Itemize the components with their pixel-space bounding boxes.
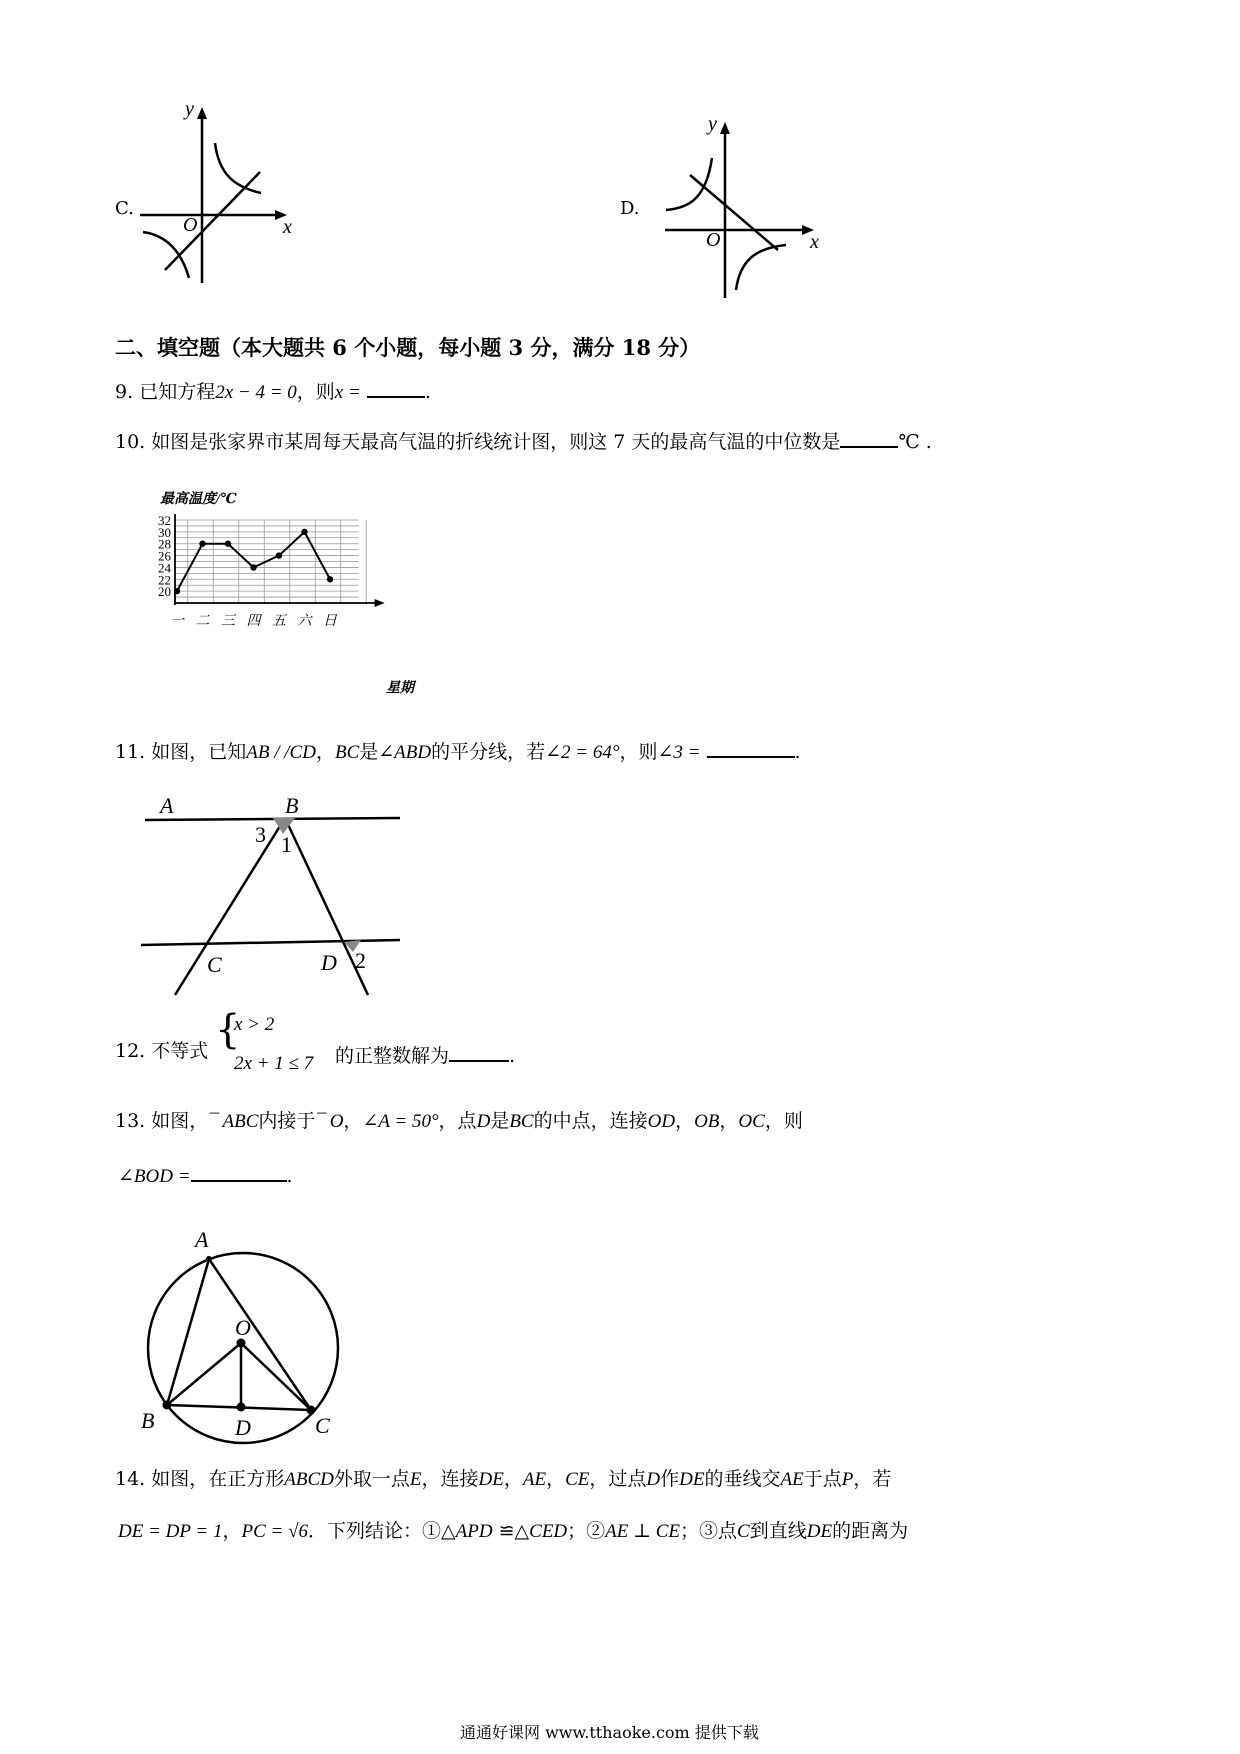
q14-line1-math: D xyxy=(646,1469,661,1490)
q12-end: . xyxy=(509,1045,516,1067)
q14-text-1: ．下列结论：①△ xyxy=(308,1520,456,1542)
chart-xtick-label: 二 xyxy=(195,614,210,629)
q12-answer-blank[interactable] xyxy=(449,1042,509,1062)
q9-end: . xyxy=(424,381,431,403)
question-14 xyxy=(115,1470,891,1489)
chart-ylabel: 最高温度/℃ xyxy=(160,492,237,507)
q13-math-5: BC xyxy=(509,1111,534,1132)
q14-math-5: AE ⊥ CE xyxy=(605,1521,681,1542)
question-11 xyxy=(115,738,801,762)
q13-comma-1: ， xyxy=(675,1110,695,1132)
question-12 xyxy=(115,1042,208,1061)
chart-xtick-label: 日 xyxy=(323,614,337,629)
circle-point-b-label: B xyxy=(141,1408,155,1433)
question-9 xyxy=(115,378,431,402)
question-12-rest xyxy=(335,1042,515,1066)
q13-comma-2: ， xyxy=(719,1110,739,1132)
chart-xtick-label: 六 xyxy=(297,614,312,629)
q14-text-2: ≌△ xyxy=(492,1520,530,1542)
q14-math-2: PC = √6 xyxy=(241,1521,309,1542)
q14-text-5: 到直线 xyxy=(749,1520,807,1542)
chart-data-point xyxy=(199,541,205,547)
point-b-label: B xyxy=(285,793,299,818)
question-13 xyxy=(115,1112,803,1131)
chart-ytick-label: 30 xyxy=(158,524,171,540)
q14-line1-math: DE xyxy=(679,1469,705,1490)
q14-math-6: C xyxy=(737,1521,750,1542)
chart-x-arrow xyxy=(375,599,385,607)
chart-axes xyxy=(175,514,385,607)
circle-figure xyxy=(135,1225,355,1455)
q14-math-7: DE xyxy=(806,1521,833,1542)
q9-answer-blank[interactable] xyxy=(367,378,425,398)
option-c-origin-label: O xyxy=(183,214,198,236)
q11-math-3: ∠ABD xyxy=(378,742,432,763)
q10-text: 如图是张家界市某周每天最高气温的折线统计图，则这 7 天的最高气温的中位数是 xyxy=(151,431,841,453)
q14-text-4: ；③点 xyxy=(680,1520,738,1542)
q14-line1-math: P xyxy=(841,1469,854,1490)
q11-answer-blank[interactable] xyxy=(707,738,795,758)
q10-unit: ℃ . xyxy=(898,431,932,453)
option-d-graph xyxy=(660,110,820,300)
q14-line1-text: 的垂线交 xyxy=(704,1468,781,1490)
chart-data-point xyxy=(250,564,256,570)
q11-text-3: 是 xyxy=(359,741,379,763)
circle-point-d-label: D xyxy=(235,1415,251,1440)
angle-3-label: 3 xyxy=(255,822,266,847)
q14-line1-text: ，过点 xyxy=(589,1468,647,1490)
q14-math-4: CED xyxy=(529,1521,568,1542)
q14-line1-math: ABCD xyxy=(284,1469,334,1490)
q12-inequality-2: 2x + 1 ≤ 7 xyxy=(234,1053,314,1074)
chart-ytick-label: 28 xyxy=(158,536,171,552)
parallel-lines-figure xyxy=(135,780,415,1000)
q11-math-5: ∠3 = xyxy=(657,742,701,763)
chart-data-point xyxy=(327,576,333,582)
q13-end: . xyxy=(286,1165,293,1187)
q12-brace: { xyxy=(215,1007,241,1053)
circle-point-c-label: C xyxy=(315,1413,330,1438)
q14-comma: ， xyxy=(222,1520,242,1542)
chart-data-point xyxy=(276,552,282,558)
q14-line1-math: AE xyxy=(780,1469,804,1490)
q12-number: 12. xyxy=(115,1040,146,1062)
q14-line1-text: ， xyxy=(546,1468,566,1490)
q13-math-7: OB xyxy=(694,1111,720,1132)
circle-point-o-label: O xyxy=(235,1315,251,1340)
q12-text-2: 的正整数解为 xyxy=(335,1045,450,1067)
footer-text: 通通好课网 www.tthaoke.com 提供下载 xyxy=(460,1723,759,1742)
chart-xtick-label: 一 xyxy=(170,614,184,629)
q13-text-2: 内接于 xyxy=(258,1110,316,1132)
option-c-label: C. xyxy=(115,198,134,219)
option-c-x-label: x xyxy=(283,216,292,238)
q13-number: 13. xyxy=(115,1110,146,1132)
option-d-label: D. xyxy=(620,198,640,219)
q13-math-3: ∠A = 50° xyxy=(362,1111,439,1132)
q13-text-3: ， xyxy=(343,1110,363,1132)
question-14-line-2 xyxy=(118,1522,908,1541)
q14-math-3: APD xyxy=(455,1521,493,1542)
question-13-line-2 xyxy=(118,1162,293,1186)
option-d-x-label: x xyxy=(810,231,819,253)
q14-math-1: DE = DP = 1 xyxy=(118,1521,223,1542)
point-d-label: D xyxy=(321,950,337,975)
q14-line1-math: AE xyxy=(522,1469,547,1490)
q13-text: 如图， xyxy=(151,1110,209,1132)
q14-line1-text: ，连接 xyxy=(421,1468,479,1490)
q14-text-3: ；② xyxy=(567,1520,606,1542)
chart-data-point xyxy=(225,541,231,547)
q12-inequality-1: x > 2 xyxy=(234,1014,275,1035)
option-c-y-label: y xyxy=(185,98,194,120)
q13-text-5: 是 xyxy=(490,1110,510,1132)
q9-equation: 2x − 4 = 0 xyxy=(215,382,297,403)
q12-text: 不等式 xyxy=(151,1040,209,1062)
chart-xtick-label: 五 xyxy=(272,614,286,629)
chart-data-point xyxy=(301,529,307,535)
q11-text-5: ，则 xyxy=(619,741,658,763)
q14-line1-text: 外取一点 xyxy=(333,1468,410,1490)
angle-2-label: 2 xyxy=(355,948,366,973)
q13-answer-blank[interactable] xyxy=(191,1162,287,1182)
q11-math-4: ∠2 = 64° xyxy=(545,742,620,763)
q13-math-6: OD xyxy=(647,1111,676,1132)
point-a-label: A xyxy=(160,793,174,818)
question-10 xyxy=(115,428,932,452)
q14-line1-math: E xyxy=(409,1469,422,1490)
chart-labels xyxy=(158,513,338,629)
chart-xlabel: 星期 xyxy=(386,681,414,696)
q9-number: 9. xyxy=(115,381,134,403)
chart-ytick-label: 20 xyxy=(158,584,171,600)
option-d-origin-label: O xyxy=(706,229,721,251)
q14-line-1 xyxy=(151,1468,891,1490)
q11-end: . xyxy=(794,741,801,763)
q13-math-4: D xyxy=(476,1111,491,1132)
q11-text-2: ， xyxy=(315,741,335,763)
q13-math-2: ¯ O xyxy=(315,1111,344,1132)
point-c-label: C xyxy=(207,952,222,977)
chart-ytick-label: 26 xyxy=(158,548,171,564)
q10-answer-blank[interactable] xyxy=(840,428,898,448)
angle-1-label: 1 xyxy=(281,832,292,857)
option-d-y-label: y xyxy=(708,113,717,135)
chart-xtick-label: 三 xyxy=(221,614,235,629)
q14-text-6: 的距离为 xyxy=(832,1520,909,1542)
q14-line1-text: 作 xyxy=(660,1468,680,1490)
q13-math-9: ∠BOD = xyxy=(118,1166,191,1187)
q13-text-6: 的中点，连接 xyxy=(533,1110,648,1132)
temperature-line-chart xyxy=(140,485,440,710)
q14-line1-text: 于点 xyxy=(803,1468,842,1490)
section-heading: 二、填空题（本大题共 6 个小题，每小题 3 分，满分 18 分） xyxy=(115,335,701,360)
q14-line1-text: ， xyxy=(503,1468,523,1490)
q10-number: 10. xyxy=(115,431,146,453)
q11-math-1: AB / /CD xyxy=(246,742,316,763)
option-c-graph xyxy=(135,95,295,285)
q11-math-2: BC xyxy=(334,742,360,763)
q11-number: 11. xyxy=(115,741,146,763)
chart-ytick-label: 24 xyxy=(158,560,171,576)
q13-text-7: ，则 xyxy=(764,1110,803,1132)
chart-ytick-label: 32 xyxy=(158,513,171,528)
q14-line1-text: 如图，在正方形 xyxy=(151,1468,285,1490)
circle-point-a-label: A xyxy=(195,1227,209,1252)
q13-math-8: OC xyxy=(738,1111,765,1132)
q11-text-4: 的平分线，若 xyxy=(431,741,546,763)
chart-xtick-label: 四 xyxy=(246,614,261,629)
q9-var: x = xyxy=(334,382,361,403)
q14-line1-math: CE xyxy=(565,1469,590,1490)
q14-number: 14. xyxy=(115,1468,146,1490)
q13-text-4: ，点 xyxy=(438,1110,477,1132)
chart-data-point xyxy=(174,588,180,594)
q14-line1-math: DE xyxy=(478,1469,504,1490)
q11-text: 如图，已知 xyxy=(151,741,247,763)
chart-grid xyxy=(175,520,366,603)
q9-text: 已知方程 xyxy=(139,381,216,403)
chart-ytick-label: 22 xyxy=(158,572,171,588)
q9-text-2: ，则 xyxy=(296,381,335,403)
q13-math-1: ¯ ABC xyxy=(208,1111,259,1132)
q14-line1-text: ，若 xyxy=(853,1468,892,1490)
